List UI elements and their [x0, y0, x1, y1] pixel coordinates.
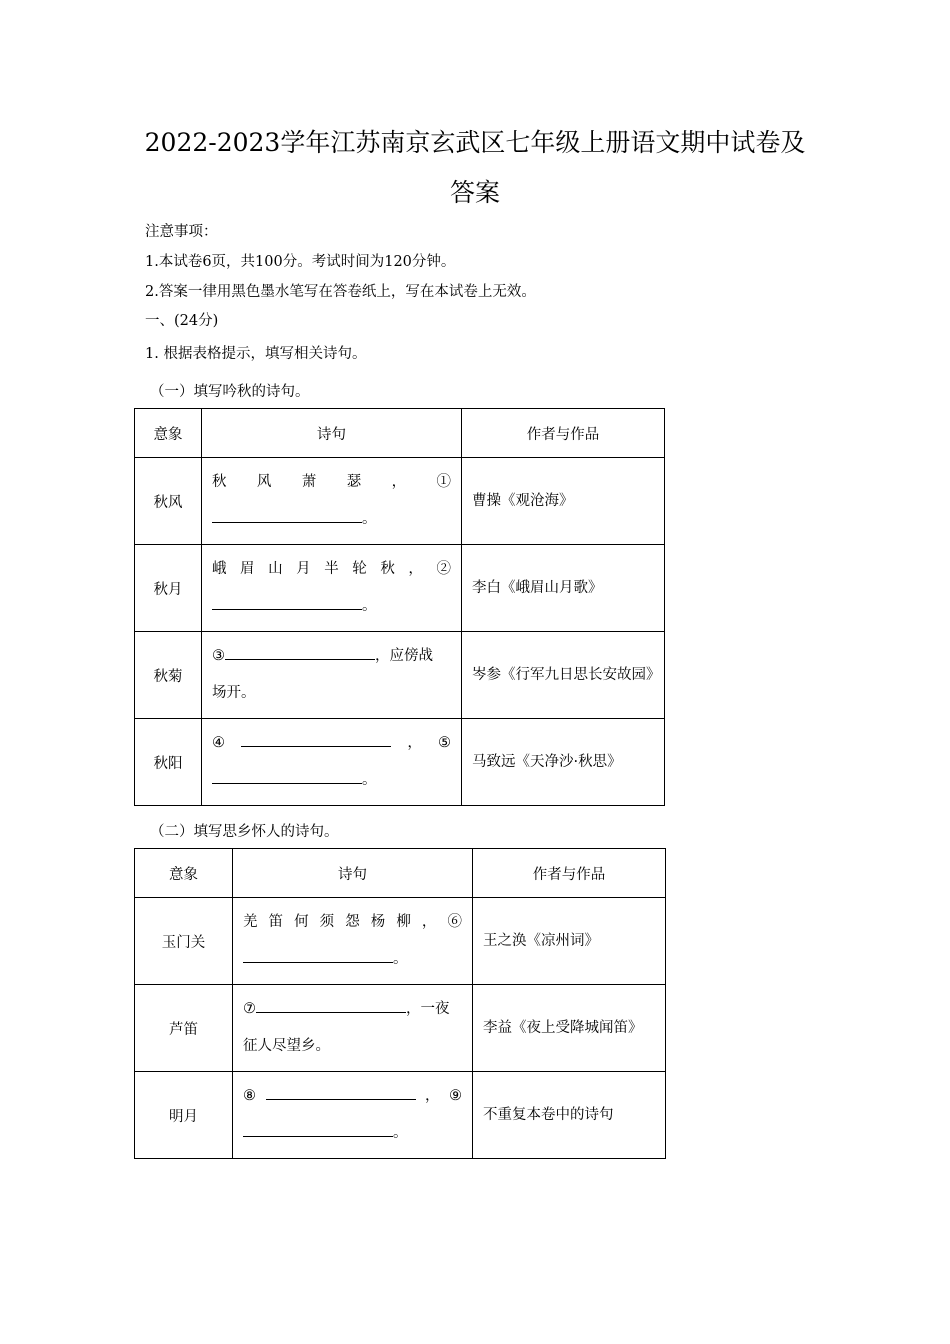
author-cell: 李益《夜上受降城闻笛》 [473, 985, 666, 1072]
answer-blank[interactable] [266, 1087, 416, 1100]
page-title-line2: 答案 [449, 178, 500, 207]
homesick-poems-table [134, 848, 666, 1159]
poem-marker: ⑤ [437, 735, 451, 751]
poem-line: 羌 笛 何 须 怨 杨 柳 ， ⑥ [243, 914, 462, 930]
poem-cell [233, 898, 473, 985]
notes-item-1: 1.本试卷6页，共100分。考试时间为120分钟。 [145, 254, 456, 270]
table-row [135, 458, 665, 545]
poem-line-end: 。 [362, 772, 377, 788]
poem-line: ，应傍战 [375, 648, 433, 664]
table-row [135, 1072, 666, 1159]
answer-blank[interactable] [243, 950, 393, 963]
poem-marker: ⑧ [243, 1088, 256, 1104]
notes-heading: 注意事项： [145, 224, 218, 240]
part1-heading: （一）填写吟秋的诗句。 [150, 384, 310, 400]
header-image: 意象 [135, 849, 233, 898]
image-cell: 秋菊 [135, 632, 202, 719]
author-cell: 王之涣《凉州词》 [473, 898, 666, 985]
poem-cell [202, 545, 462, 632]
poem-cell [233, 985, 473, 1072]
image-cell: 明月 [135, 1072, 233, 1159]
answer-blank[interactable] [212, 597, 362, 610]
poem-marker: ③ [212, 648, 225, 664]
poem-line [243, 1078, 462, 1115]
poem-comma: ， [425, 1088, 440, 1104]
image-cell: 秋阳 [135, 719, 202, 806]
poem-marker: ④ [212, 735, 225, 751]
poem-cell [233, 1072, 473, 1159]
table-row [135, 898, 666, 985]
table-row [135, 545, 665, 632]
image-cell: 秋月 [135, 545, 202, 632]
author-cell: 马致远《天净沙·秋思》 [462, 719, 665, 806]
answer-blank[interactable] [256, 1000, 406, 1013]
poem-comma: ， [407, 735, 422, 751]
poem-line-end: 。 [362, 511, 377, 527]
table-header-row [135, 849, 666, 898]
table-row [135, 719, 665, 806]
header-poem: 诗句 [233, 849, 473, 898]
image-cell: 芦笛 [135, 985, 233, 1072]
notes-item-2: 2.答案一律用黑色墨水笔写在答卷纸上，写在本试卷上无效。 [145, 284, 536, 300]
question-1: 1. 根据表格提示，填写相关诗句。 [145, 346, 367, 362]
poem-line [212, 725, 451, 762]
table-row [135, 632, 665, 719]
author-cell: 岑参《行军九日思长安故园》 [462, 632, 665, 719]
poem-line-end: 。 [362, 598, 377, 614]
answer-blank[interactable] [243, 1124, 393, 1137]
poem-line-end: 征人尽望乡。 [243, 1038, 330, 1054]
image-cell: 玉门关 [135, 898, 233, 985]
header-author: 作者与作品 [462, 409, 665, 458]
poem-cell [202, 458, 462, 545]
poem-line-end: 。 [393, 951, 408, 967]
author-cell: 不重复本卷中的诗句 [473, 1072, 666, 1159]
poem-line: ，一夜 [406, 1001, 450, 1017]
poem-line: 峨 眉 山 月 半 轮 秋 ， ② [212, 561, 451, 577]
table-header-row [135, 409, 665, 458]
poem-marker: ⑦ [243, 1001, 256, 1017]
poem-line: 秋 风 萧 瑟 ， ① [212, 474, 451, 490]
poem-cell [202, 719, 462, 806]
autumn-poems-table [134, 408, 665, 806]
header-author: 作者与作品 [473, 849, 666, 898]
header-image: 意象 [135, 409, 202, 458]
image-cell: 秋风 [135, 458, 202, 545]
answer-blank[interactable] [212, 771, 362, 784]
answer-blank[interactable] [241, 734, 391, 747]
poem-line-end: 。 [393, 1125, 408, 1141]
page-title-line1: 2022-2023学年江苏南京玄武区七年级上册语文期中试卷及 [144, 128, 806, 157]
section-heading: 一、(24分) [145, 313, 219, 329]
table-row [135, 985, 666, 1072]
author-cell: 曹操《观沧海》 [462, 458, 665, 545]
header-poem: 诗句 [202, 409, 462, 458]
poem-cell [202, 632, 462, 719]
poem-line-end: 场开。 [212, 685, 256, 701]
author-cell: 李白《峨眉山月歌》 [462, 545, 665, 632]
answer-blank[interactable] [212, 510, 362, 523]
answer-blank[interactable] [225, 647, 375, 660]
poem-marker: ⑨ [449, 1088, 462, 1104]
part2-heading: （二）填写思乡怀人的诗句。 [150, 824, 339, 840]
